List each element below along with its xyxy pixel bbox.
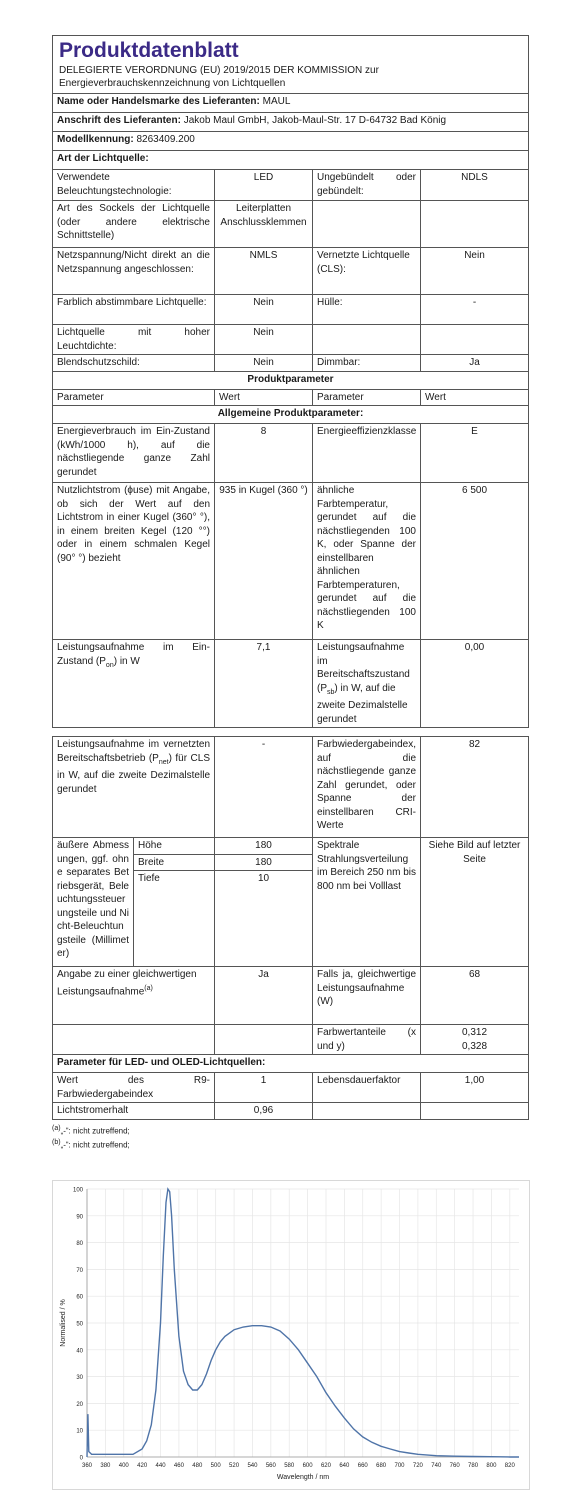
value-cell: Siehe Bild auf letzter Seite: [421, 838, 529, 967]
value-cell: E: [421, 424, 529, 483]
light-source-row: [53, 201, 529, 248]
value-cell: Ja: [421, 355, 529, 372]
param-row: [53, 424, 529, 483]
datasheet-table: [52, 35, 529, 728]
y-tick-label: 100: [72, 1187, 83, 1194]
param-cell: [313, 201, 421, 248]
param-cell: Leistungsaufnahme im vernetzten Bereitschaftsbetrieb $(P_{net})$ für CLS in W, auf die zweite Dezimalstelle gerundet: [53, 737, 215, 838]
column-header-parameter: Parameter: [53, 389, 215, 406]
value-cell: -: [421, 295, 529, 325]
spectrum-chart-svg: [53, 1181, 529, 1489]
supplier-address-value: Jakob Maul GmbH, Jakob-Maul-Str. 17 D-64732 Bad König: [183, 115, 447, 126]
param-cell: Energieverbrauch im Ein-Zustand (kWh/1000 h), auf die nächstliegende ganze Zahl gerundet: [53, 424, 215, 483]
x-tick-label: 700: [394, 1463, 405, 1469]
param-cell: Falls ja, gleichwertige Leistungsaufnahme (W): [313, 967, 421, 1025]
x-tick-label: 740: [431, 1463, 442, 1469]
x-tick-label: 640: [339, 1463, 350, 1469]
column-header-row: [53, 389, 529, 406]
param-cell: Verwendete Beleuchtungstechnologie:: [53, 170, 215, 201]
y-tick-label: 30: [76, 1375, 83, 1382]
x-tick-label: 520: [229, 1463, 240, 1469]
model-value: 8263409.200: [136, 134, 195, 145]
empty-cell: [215, 1025, 313, 1055]
title-row: [53, 36, 529, 94]
spectrum-chart: [52, 1180, 530, 1490]
value-cell: 935 in Kugel (360 °): [215, 483, 313, 640]
empty-cell: [215, 887, 313, 967]
param-cell: [313, 325, 421, 355]
supplier-name-value: MAUL: [262, 96, 291, 107]
param-cell: Angabe zu einer gleichwertigen Leistungsaufnahme$^{(a)}$: [53, 967, 215, 1025]
value-cell: Nein: [215, 355, 313, 372]
x-tick-label: 800: [486, 1463, 497, 1469]
footnote: $^{(a)}$„-“: nicht zutreffend;: [52, 1124, 130, 1136]
param-row: [53, 1073, 529, 1103]
x-tick-label: 620: [320, 1463, 331, 1469]
supplier-name-label: Name oder Handelsmarke des Lieferanten:: [57, 96, 260, 107]
dimension-name: Breite: [134, 854, 215, 871]
x-tick-label: 680: [376, 1463, 387, 1469]
dimension-value: 180: [215, 838, 313, 855]
supplier-name-row: [53, 94, 529, 113]
x-axis-label: Wavelength / nm: [276, 1474, 330, 1481]
led-params-title: Parameter für LED- und OLED-Lichtquellen:: [53, 1055, 529, 1073]
x-tick-label: 820: [504, 1463, 515, 1469]
x-tick-label: 600: [302, 1463, 313, 1469]
value-cell: Ja: [215, 967, 313, 1025]
column-header-parameter: Parameter: [313, 389, 421, 406]
column-header-value: Wert: [421, 389, 529, 406]
param-cell: Hülle:: [313, 295, 421, 325]
product-params-section-row: [53, 371, 529, 389]
param-cell: Netzspannung/Nicht direkt an die Netzspannung angeschlossen:: [53, 248, 215, 295]
y-tick-label: 0: [79, 1455, 83, 1462]
param-cell: Art des Sockels der Lichtquelle (oder andere elektrische Schnittstelle): [53, 201, 215, 248]
chart-ticks: [73, 1188, 515, 1470]
column-header-value: Wert: [215, 389, 313, 406]
footnote: $^{(b)}$„-“: nicht zutreffend;: [52, 1139, 130, 1150]
value-cell: Leiterplatten Anschlussklemmen: [215, 201, 313, 248]
param-cell: Nutzlichtstrom (ϕuse) mit Angabe, ob sich der Wert auf den Lichtstrom in einer Kugel (360° °), in einem breiten Kegel (120 °°) oder in einem schmalen Kegel (90° °) bezieht: [53, 483, 215, 640]
value-cell: Nein: [215, 325, 313, 355]
datasheet: [52, 35, 528, 1152]
y-tick-label: 70: [76, 1267, 83, 1274]
light-source-row: [53, 355, 529, 372]
y-tick-label: 90: [76, 1214, 83, 1221]
x-tick-label: 580: [284, 1463, 295, 1469]
footnotes: [52, 1123, 528, 1152]
value-cell: NDLS: [421, 170, 529, 201]
general-params-title: Allgemeine Produktparameter:: [53, 406, 529, 424]
y-tick-label: 60: [76, 1294, 83, 1301]
x-tick-label: 420: [137, 1463, 148, 1469]
dimension-value: 10: [215, 871, 313, 887]
supplier-address-row: [53, 113, 529, 132]
y-tick-label: 20: [76, 1401, 83, 1408]
datasheet-table-continued: [52, 736, 529, 1120]
value-cell: LED: [215, 170, 313, 201]
y-tick-label: 80: [76, 1241, 83, 1248]
supplier-address-label: Anschrift des Lieferanten:: [57, 115, 181, 126]
dimensions-row: [53, 838, 529, 855]
value-cell: -: [215, 737, 313, 838]
value-cell: Nein: [215, 295, 313, 325]
param-cell: Farbwiedergabeindex, auf die nächstliegende ganze Zahl gerundet, oder Spanne der einstellbaren CRI-Werte: [313, 737, 421, 838]
dimensions-label: äußere Abmessungen, ggf. ohne separates Betriebsgerät, Beleuchtungssteuerungsteile und Nicht-Beleuchtungsteile (Millimeter): [53, 838, 134, 967]
value-cell: [421, 201, 529, 248]
param-cell: Energieeffizienzklasse: [313, 424, 421, 483]
empty-cell: [53, 1025, 215, 1055]
param-cell: Blendschutzschild:: [53, 355, 215, 372]
led-params-section-row: [53, 1055, 529, 1073]
param-row: [53, 1025, 529, 1055]
dimension-value: 180: [215, 854, 313, 871]
page-title: Produktdatenblatt: [59, 39, 239, 62]
light-source-row: [53, 325, 529, 355]
value-cell: 7,1: [215, 640, 313, 728]
light-source-row: [53, 295, 529, 325]
param-cell: ähnliche Farbtemperatur, gerundet auf die nächstliegenden 100 K, oder Spanne der einstellbaren ähnlichen Farbtemperaturen, gerundet auf die nächstliegenden 100 K: [313, 483, 421, 640]
dimension-name: Tiefe: [134, 871, 215, 887]
general-params-row: [53, 406, 529, 424]
value-cell: 82: [421, 737, 529, 838]
param-cell: Lichtstromerhalt: [53, 1103, 215, 1120]
value-cell: 0,96: [215, 1103, 313, 1120]
param-row: [53, 1103, 529, 1120]
value-cell: 1: [215, 1073, 313, 1103]
x-tick-label: 560: [265, 1463, 276, 1469]
value-cell: [421, 325, 529, 355]
model-row: [53, 132, 529, 151]
y-axis-label: Normalised / %: [60, 1299, 67, 1347]
y-tick-label: 50: [76, 1321, 83, 1328]
x-tick-label: 720: [412, 1463, 423, 1469]
x-tick-label: 440: [155, 1463, 166, 1469]
param-cell: Farbwertanteile (x und y): [313, 1025, 421, 1055]
x-tick-label: 500: [210, 1463, 221, 1469]
param-cell: Ungebündelt oder gebündelt:: [313, 170, 421, 201]
param-row: [53, 483, 529, 640]
light-source-row: [53, 248, 529, 295]
param-cell: Leistungsaufnahme im Ein-Zustand $(P_{on})$ in W: [53, 640, 215, 728]
param-cell: Vernetzte Lichtquelle (CLS):: [313, 248, 421, 295]
value-cell: 68: [421, 967, 529, 1025]
param-row: [53, 967, 529, 1025]
y-tick-label: 40: [76, 1348, 83, 1355]
x-tick-label: 780: [468, 1463, 479, 1469]
x-tick-label: 360: [81, 1463, 93, 1469]
x-tick-label: 460: [173, 1463, 184, 1469]
param-cell: Farblich abstimmbare Lichtquelle:: [53, 295, 215, 325]
value-cell: NMLS: [215, 248, 313, 295]
param-cell: Dimmbar:: [313, 355, 421, 372]
param-cell: Spektrale Strahlungsverteilung im Bereich 250 nm bis 800 nm bei Volllast: [313, 838, 421, 967]
x-tick-label: 380: [100, 1463, 111, 1469]
value-cell: Nein: [421, 248, 529, 295]
value-cell: 1,00: [421, 1073, 529, 1103]
param-cell: Leistungsaufnahme im Bereitschaftszustand $(P_{sb})$ in W, auf die zweite Dezimalstelle gerundet: [313, 640, 421, 728]
value-cell: 0,00: [421, 640, 529, 728]
value-cell: [421, 1103, 529, 1120]
param-cell: [313, 1103, 421, 1120]
y-tick-label: 10: [76, 1428, 83, 1435]
value-cell: 6 500: [421, 483, 529, 640]
x-tick-label: 540: [247, 1463, 258, 1469]
product-params-title: Produktparameter: [53, 371, 529, 389]
light-source-section-title: Art der Lichtquelle:: [53, 151, 529, 170]
param-cell: Lebensdauerfaktor: [313, 1073, 421, 1103]
value-cell: 0,312 0,328: [421, 1025, 529, 1055]
x-tick-label: 660: [357, 1463, 368, 1469]
empty-cell: [134, 887, 215, 967]
x-tick-label: 760: [449, 1463, 460, 1469]
x-tick-label: 400: [118, 1463, 129, 1469]
param-row: [53, 640, 529, 728]
light-source-row: [53, 170, 529, 201]
param-cell: Lichtquelle mit hoher Leuchtdichte:: [53, 325, 215, 355]
model-label: Modellkennung:: [57, 134, 134, 145]
param-row: [53, 737, 529, 838]
param-cell: Wert des R9-Farbwiedergabeindex: [53, 1073, 215, 1103]
value-cell: 8: [215, 424, 313, 483]
light-source-section-row: [53, 151, 529, 170]
x-tick-label: 480: [192, 1463, 203, 1469]
dimension-name: Höhe: [134, 838, 215, 855]
page-subtitle: DELEGIERTE VERORDNUNG (EU) 2019/2015 DER KOMMISSION zur Energieverbrauchskennzeichnung von Lichtquellen: [59, 65, 379, 89]
